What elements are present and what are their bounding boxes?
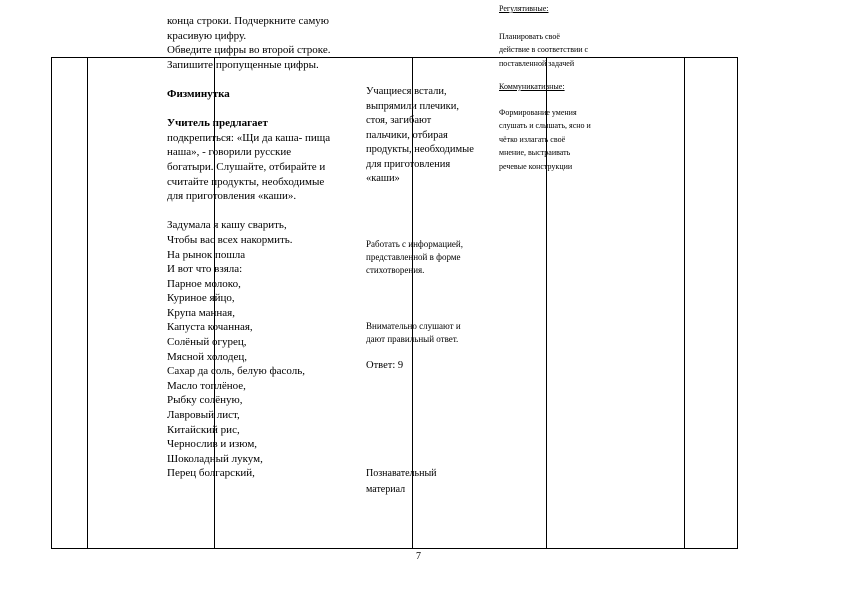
column-divider — [684, 58, 685, 548]
poem-line: Задумала я кашу сварить, — [167, 219, 287, 232]
uud-line: поставленной задачей — [499, 58, 575, 68]
column-divider — [87, 58, 88, 548]
uud-line: речевые конструкции — [499, 161, 573, 171]
poem-line: Лавровый лист, — [167, 409, 240, 422]
poem-line: Парное молоко, — [167, 277, 241, 290]
poem-line: Капуста кочанная, — [167, 321, 253, 334]
uud-cell — [499, 2, 634, 173]
text-line: подкрепиться: «Щи да каша- пища — [167, 131, 331, 144]
student-actions-text: Внимательно слушают и дают правильный ответ. — [366, 321, 461, 344]
poem-line: Солёный огурец, — [167, 336, 247, 349]
poem-line: Куриное яйцо, — [167, 292, 235, 305]
poem-line: Масло топлёное, — [167, 379, 246, 392]
student-actions-text: Познавательный материал — [366, 468, 437, 495]
lesson-content-cell — [167, 14, 357, 481]
text-line: красивую цифру. — [167, 29, 247, 42]
text-line: наша», - говорили русские — [167, 146, 292, 159]
uud-line: слушать и слышать, ясно и — [499, 121, 591, 130]
poem-line: Рыбку солёную, — [167, 394, 243, 407]
uud-line: действие в соответствии с — [499, 45, 589, 54]
uud-line: Формирование умения — [499, 107, 577, 117]
student-actions-text: Работать с информацией, представленной в форме стихотворения. — [366, 239, 463, 275]
poem-line: Чтобы вас всех накормить. — [167, 233, 293, 246]
regulatory-heading: Регулятивные: — [499, 4, 549, 13]
uud-line: мнение, выстраивать — [499, 148, 571, 157]
text-line: считайте продукты, необходимые — [167, 175, 325, 188]
poem-line: Мясной холодец, — [167, 350, 247, 363]
answer-text: Ответ: 9 — [366, 360, 404, 371]
poem-line: Перец болгарский, — [167, 467, 255, 480]
poem-line: Шоколадный лукум, — [167, 452, 263, 465]
text-line: конца строки. Подчеркните самую — [167, 15, 330, 27]
poem-line: И вот что взяла: — [167, 263, 243, 276]
communicative-heading: Коммуникативные: — [499, 82, 565, 91]
physminute-heading: Физминутка — [167, 87, 230, 100]
poem-line: Чернослив и изюм, — [167, 438, 258, 451]
text-line: Запишите пропущенные цифры. — [167, 58, 319, 71]
text-line: для приготовления «каши». — [167, 190, 297, 203]
text-line: Обведите цифры во второй строке. — [167, 44, 331, 57]
poem-line: На рынок пошла — [167, 248, 246, 261]
page-number: 7 — [416, 551, 421, 562]
poem-line: Крупа манная, — [167, 306, 235, 319]
student-actions-text: Учащиеся встали, выпрямили плечики, стоя, загибают пальчики, отбирая продукты, необходимые для приготовления «каши» — [366, 86, 474, 184]
poem-line: Китайский рис, — [167, 423, 240, 436]
text-line: Учитель предлагает — [167, 117, 268, 130]
text-line: богатыри. Слушайте, отбирайте и — [167, 160, 326, 173]
uud-line: чётко излагать своё — [499, 134, 566, 144]
uud-line: Планировать своё — [499, 31, 560, 41]
poem-line: Сахар да соль, белую фасоль, — [167, 365, 305, 378]
